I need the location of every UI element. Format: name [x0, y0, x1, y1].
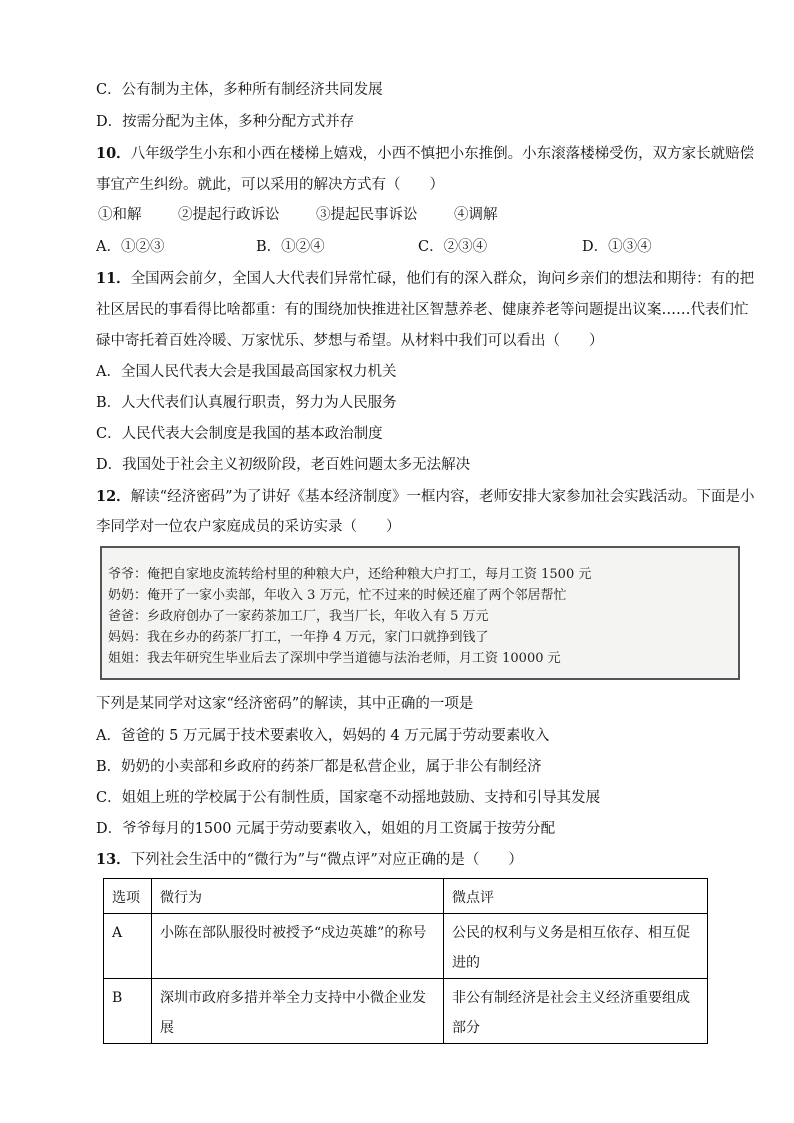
q11-stem-line2: 社区居民的事看得比啥都重：有的围绕加快推进社区智慧养老、健康养老等问题提出议案……代表们忙 — [96, 302, 749, 318]
q12-stem-text1: 解读“经济密码”为了讲好《基本经济制度》一框内容，老师安排大家参加社会实践活动。下面是小 — [130, 489, 755, 505]
interview-line-dad: 爸爸：乡政府创办了一家药茶加工厂，我当厂长，年收入有 5 万元 — [108, 609, 489, 624]
q12-option-b: B．奶奶的小卖部和乡政府的药茶厂都是私营企业，属于非公有制经济 — [96, 759, 542, 775]
table-cell-option: B — [104, 979, 152, 1044]
q11-stem-line1 — [96, 269, 754, 289]
q12-stem-line2: 李同学对一位农户家庭成员的采访实录（ ） — [96, 519, 401, 535]
q11-option-d: D．我国处于社会主义初级阶段，老百姓问题太多无法解决 — [96, 457, 471, 473]
q10-stem-line1 — [96, 144, 754, 164]
table-header-cell: 微行为 — [152, 879, 444, 914]
interview-record-box — [100, 546, 740, 680]
table-cell-option: A — [104, 914, 152, 979]
q10-items — [96, 205, 706, 225]
q13-stem-text: 下列社会生活中的“微行为”与“微点评”对应正确的是（ ） — [130, 852, 523, 868]
q10-item: ①和解 — [98, 207, 142, 223]
q12-option-a: A．爸爸的 5 万元属于技术要素收入，妈妈的 4 万元属于劳动要素收入 — [96, 728, 550, 744]
table-header-cell: 选项 — [104, 879, 152, 914]
table-header-cell: 微点评 — [444, 879, 708, 914]
q9-option-d: D．按需分配为主体，多种分配方式并存 — [96, 114, 355, 130]
table-row — [104, 979, 708, 1044]
q11-stem-line3: 碌中寄托着百姓冷暖、万家忧乐、梦想与希望。从材料中我们可以看出（ ） — [96, 333, 604, 349]
interview-line-grandma: 奶奶：俺开了一家小卖部，年收入 3 万元，忙不过来的时候还雇了两个邻居帮忙 — [108, 588, 567, 603]
table-row — [104, 914, 708, 979]
interview-line-mom: 妈妈：我在乡办的药茶厂打工，一年挣 4 万元，家门口就挣到钱了 — [108, 630, 489, 645]
q11-option-c: C．人民代表大会制度是我国的基本政治制度 — [96, 426, 383, 442]
q10-option-a: A．①②③ — [96, 239, 165, 255]
q10-option-b: B．①②④ — [256, 239, 325, 255]
table-cell-behavior: 小陈在部队服役时被授予“戍边英雄”的称号 — [152, 914, 444, 979]
table-header-row — [104, 879, 708, 914]
q12-stem-line1 — [96, 487, 755, 507]
q12-option-d: D．爷爷每月的1500 元属于劳动要素收入，姐姐的月工资属于按劳分配 — [96, 821, 556, 837]
q10-options — [96, 237, 706, 257]
q9-option-c: C．公有制为主体，多种所有制经济共同发展 — [96, 82, 383, 98]
q12-number: 12． — [96, 488, 131, 505]
q10-stem-text1: 八年级学生小东和小西在楼梯上嬉戏，小西不慎把小东推倒。小东滚落楼梯受伤，双方家长就赔偿 — [130, 146, 755, 162]
q10-option-d: D．①③④ — [582, 239, 652, 255]
q13-table — [103, 878, 708, 1044]
q11-option-a: A．全国人民代表大会是我国最高国家权力机关 — [96, 364, 397, 380]
q10-stem-line2: 事宜产生纠纷。就此，可以采用的解决方式有（ ） — [96, 177, 444, 193]
q10-item: ④调解 — [454, 207, 498, 223]
interview-line-grandpa: 爷爷：俺把自家地皮流转给村里的种粮大户，还给种粮大户打工，每月工资 1500 元 — [108, 567, 592, 582]
q12-lead: 下列是某同学对这家“经济密码”的解读，其中正确的一项是 — [96, 696, 474, 712]
q12-option-c: C．姐姐上班的学校属于公有制性质，国家毫不动摇地鼓励、支持和引导其发展 — [96, 790, 601, 806]
q10-number: 10． — [96, 145, 131, 162]
q11-number: 11． — [96, 270, 131, 287]
q13-number: 13． — [96, 851, 131, 868]
q13-stem — [96, 850, 523, 870]
q10-item: ③提起民事诉讼 — [316, 207, 418, 223]
table-cell-comment: 非公有制经济是社会主义经济重要组成部分 — [444, 979, 708, 1044]
q11-stem-text1: 全国两会前夕，全国人大代表们异常忙碌，他们有的深入群众，询问乡亲们的想法和期待：有的把 — [130, 271, 755, 287]
q10-option-c: C．②③④ — [418, 239, 488, 255]
q11-option-b: B．人大代表们认真履行职责，努力为人民服务 — [96, 395, 397, 411]
interview-line-sister: 姐姐：我去年研究生毕业后去了深圳中学当道德与法治老师，月工资 10000 元 — [108, 651, 561, 666]
table-cell-behavior: 深圳市政府多措并举全力支持中小微企业发展 — [152, 979, 444, 1044]
table-cell-comment: 公民的权利与义务是相互依存、相互促进的 — [444, 914, 708, 979]
q10-item: ②提起行政诉讼 — [178, 207, 280, 223]
